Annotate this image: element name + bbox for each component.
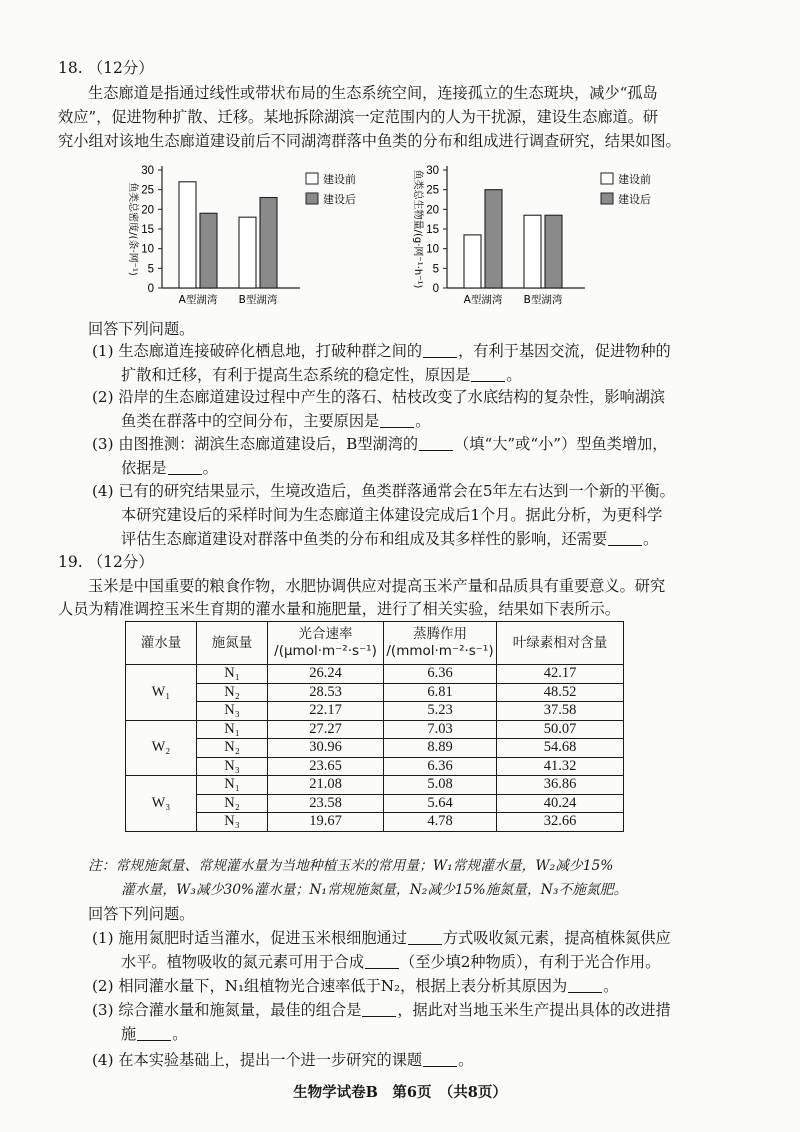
cell-transpiration: 4.78 xyxy=(384,813,497,832)
cell-chlorophyll: 48.52 xyxy=(497,683,624,702)
cell-transpiration: 6.36 xyxy=(384,665,497,684)
cell-chlorophyll: 37.58 xyxy=(497,702,624,721)
cell-nitrogen-level: N₃ xyxy=(197,757,268,776)
header-transpiration xyxy=(384,622,497,665)
answer-blank[interactable] xyxy=(423,356,457,358)
cell-nitrogen-level: N₁ xyxy=(197,776,268,795)
cell-photosynthesis: 19.67 xyxy=(268,813,384,832)
q19-q1-number: (1) xyxy=(92,929,114,947)
q18-intro-line-1: 生态廊道是指通过线性或带状布局的生态系统空间，连接孤立的生态斑块，减少“孤岛 xyxy=(88,84,658,102)
q18-q2-text-a: 沿岸的生态廊道建设过程中产生的落石、枯枝改变了水底结构的复杂性，影响湖滨 xyxy=(118,388,666,406)
header-transpiration-title: 蒸腾作用 xyxy=(413,626,467,642)
cell-photosynthesis: 28.53 xyxy=(268,683,384,702)
answer-blank[interactable] xyxy=(608,544,642,546)
x-tick-label: A型湖湾 xyxy=(463,294,503,306)
y-tick-label: 0 xyxy=(432,283,439,295)
table-row xyxy=(126,702,624,721)
q18-q1-number: (1) xyxy=(92,342,114,360)
q19-q3-text-d: 。 xyxy=(172,1025,188,1043)
table-row xyxy=(126,776,624,795)
q18-q4-text-a: 已有的研究结果显示，生境改造后，鱼类群落通常会在5年左右达到一个新的平衡。 xyxy=(118,482,675,500)
q18-question-4 xyxy=(92,480,675,502)
bar-before xyxy=(464,235,481,288)
answer-blank[interactable] xyxy=(423,1065,457,1067)
q18-q3-text-a: 由图推测：湖滨生态廊道建设后，B型湖湾的 xyxy=(118,435,419,453)
q18-q3-text-d: 。 xyxy=(202,459,218,477)
answer-blank[interactable] xyxy=(137,1039,171,1041)
q18-q1-text-c: 扩散和迁移，有利于提高生态系统的稳定性，原因是 xyxy=(121,366,471,384)
header-photosynthesis xyxy=(268,622,384,665)
table-body xyxy=(126,665,624,832)
cell-irrigation-level: W₁ xyxy=(126,665,197,721)
cell-transpiration: 6.81 xyxy=(384,683,497,702)
q19-q3-text-a: 综合灌水量和施氮量，最佳的组合是 xyxy=(118,1001,362,1019)
legend-swatch xyxy=(601,193,613,204)
bar-after xyxy=(545,215,562,288)
q19-answer-prompt: 回答下列问题。 xyxy=(88,905,195,923)
q19-q4-text-a: 在本实验基础上，提出一个进一步研究的课题 xyxy=(118,1051,423,1069)
q18-q2-number: (2) xyxy=(92,388,114,406)
table-header-row xyxy=(126,622,624,665)
cell-photosynthesis: 21.08 xyxy=(268,776,384,795)
table-row xyxy=(126,813,624,832)
y-tick-label: 15 xyxy=(426,224,439,236)
page-footer: 生物学试卷B 第6页 （共8页） xyxy=(293,1084,507,1101)
answer-blank[interactable] xyxy=(471,380,505,382)
q18-q4-text-d: 。 xyxy=(643,530,659,548)
chart-fish-density xyxy=(120,160,370,319)
header-transpiration-unit: /(mmol·m⁻²·s⁻¹) xyxy=(386,643,494,659)
q18-answer-prompt: 回答下列问题。 xyxy=(88,320,195,338)
y-tick-label: 0 xyxy=(147,283,154,295)
y-axis-label: 鱼类总密度/(条·网⁻¹) xyxy=(127,182,138,276)
q18-q4-text-c: 评估生态廊道建设对群落中鱼类的分布和组成及其多样性的影响，还需要 xyxy=(121,530,607,548)
q19-question-4 xyxy=(92,1049,473,1071)
cell-transpiration: 7.03 xyxy=(384,720,497,739)
cell-nitrogen-level: N₂ xyxy=(197,739,268,758)
header-irrigation: 灌水量 xyxy=(126,622,197,665)
cell-chlorophyll: 50.07 xyxy=(497,720,624,739)
table-row xyxy=(126,757,624,776)
q18-question-2-cont xyxy=(121,410,430,432)
legend-label: 建设后 xyxy=(618,193,651,206)
cell-nitrogen-level: N₃ xyxy=(197,813,268,832)
chart-fish-biomass xyxy=(405,160,665,319)
cell-transpiration: 5.64 xyxy=(384,794,497,813)
q19-intro-line-1: 玉米是中国重要的粮食作物，水肥协调供应对提高玉米产量和品质具有重要意义。研究 xyxy=(88,577,666,595)
answer-blank[interactable] xyxy=(380,426,414,428)
q18-q2-text-c: 。 xyxy=(415,412,431,430)
q18-intro-line-3: 究小组对该地生态廊道建设前后不同湖湾群落中鱼类的分布和组成进行调查研究，结果如图。 xyxy=(58,132,681,150)
q19-q4-text-b: 。 xyxy=(458,1051,474,1069)
q19-q3-text-c: 施 xyxy=(121,1025,137,1043)
y-tick-label: 10 xyxy=(141,243,154,256)
bar-after xyxy=(260,198,277,288)
y-tick-label: 30 xyxy=(426,165,439,177)
y-tick-label: 20 xyxy=(426,204,439,217)
q19-note-line-1: 注：常规施氮量、常规灌水量为当地种植玉米的常用量；W₁常规灌水量，W₂减少15% xyxy=(88,858,614,874)
q19-q1-text-b: 方式吸收氮元素，提高植株氮供应 xyxy=(442,929,671,947)
cell-photosynthesis: 30.96 xyxy=(268,739,384,758)
y-axis-label: 鱼类总生物量/(g·网⁻¹·h⁻¹) xyxy=(412,169,423,289)
answer-blank[interactable] xyxy=(362,1015,396,1017)
cell-chlorophyll: 54.68 xyxy=(497,739,624,758)
q19-question-1 xyxy=(92,927,671,949)
table-row xyxy=(126,794,624,813)
bar-after xyxy=(485,190,502,288)
q18-q1-text-a: 生态廊道连接破碎化栖息地，打破种群之间的 xyxy=(118,342,423,360)
bar-before xyxy=(179,182,196,288)
cell-nitrogen-level: N₂ xyxy=(197,683,268,702)
q18-question-3 xyxy=(92,433,667,455)
x-tick-label: B型湖湾 xyxy=(523,294,563,306)
q19-question-1-cont xyxy=(121,951,660,973)
q19-note-line-2: 灌水量，W₃减少30%灌水量；N₁常规施氮量，N₂减少15%施氮量，N₃不施氮肥。 xyxy=(121,882,628,898)
cell-photosynthesis: 26.24 xyxy=(268,665,384,684)
y-tick-label: 10 xyxy=(426,243,439,256)
y-tick-label: 5 xyxy=(147,263,154,276)
table-row xyxy=(126,720,624,739)
cell-irrigation-level: W₂ xyxy=(126,720,197,776)
q19-q3-number: (3) xyxy=(92,1001,114,1019)
y-tick-label: 20 xyxy=(141,204,154,217)
q19-question-3-cont xyxy=(121,1023,187,1045)
q19-question-3 xyxy=(92,999,671,1021)
q19-q4-number: (4) xyxy=(92,1051,114,1069)
bar-after xyxy=(200,213,217,288)
cell-photosynthesis: 23.58 xyxy=(268,794,384,813)
answer-blank[interactable] xyxy=(568,991,602,993)
bar-before xyxy=(239,217,256,288)
q18-header: 18. （12分） xyxy=(58,59,154,77)
q19-question-2 xyxy=(92,975,618,997)
cell-nitrogen-level: N₂ xyxy=(197,794,268,813)
table-row xyxy=(126,739,624,758)
header-nitrogen: 施氮量 xyxy=(197,622,268,665)
q19-q2-text-a: 相同灌水量下，N₁组植物光合速率低于N₂，根据上表分析其原因为 xyxy=(118,977,568,995)
chart-fish-density-svg xyxy=(120,160,370,315)
q18-q2-text-b: 鱼类在群落中的空间分布，主要原因是 xyxy=(121,412,380,430)
q19-q2-text-b: 。 xyxy=(603,977,619,995)
cell-chlorophyll: 36.86 xyxy=(497,776,624,795)
q19-q3-text-b: ，据此对当地玉米生产提出具体的改进措 xyxy=(397,1001,671,1019)
cell-chlorophyll: 42.17 xyxy=(497,665,624,684)
q19-q1-text-a: 施用氮肥时适当灌水，促进玉米根细胞通过 xyxy=(118,929,407,947)
q18-question-3-cont xyxy=(121,457,218,479)
table-row xyxy=(126,683,624,702)
cell-chlorophyll: 32.66 xyxy=(497,813,624,832)
q18-q1-text-b: ，有利于基因交流，促进物种的 xyxy=(458,342,671,360)
q18-q3-text-b: （填“大”或“小”）型鱼类增加， xyxy=(454,435,668,453)
q19-q2-number: (2) xyxy=(92,977,114,995)
x-tick-label: B型湖湾 xyxy=(238,294,278,306)
y-tick-label: 25 xyxy=(141,184,154,197)
y-tick-label: 25 xyxy=(426,184,439,197)
legend-label: 建设后 xyxy=(323,193,356,206)
experiment-results-table xyxy=(125,621,624,832)
answer-blank[interactable] xyxy=(408,943,442,945)
q19-header: 19. （12分） xyxy=(58,553,154,571)
cell-nitrogen-level: N₁ xyxy=(197,665,268,684)
cell-nitrogen-level: N₁ xyxy=(197,720,268,739)
cell-chlorophyll: 40.24 xyxy=(497,794,624,813)
y-tick-label: 15 xyxy=(141,224,154,236)
chart-fish-biomass-svg xyxy=(405,160,665,315)
cell-photosynthesis: 22.17 xyxy=(268,702,384,721)
cell-nitrogen-level: N₃ xyxy=(197,702,268,721)
q18-question-1-cont xyxy=(121,364,522,386)
y-tick-label: 5 xyxy=(432,263,439,276)
q18-q4-number: (4) xyxy=(92,482,114,500)
q18-q1-text-d: 。 xyxy=(506,366,522,384)
bar-before xyxy=(524,215,541,288)
legend-swatch xyxy=(306,173,318,184)
q18-question-1 xyxy=(92,340,671,362)
answer-blank[interactable] xyxy=(419,449,453,451)
legend-swatch xyxy=(601,173,613,184)
legend-swatch xyxy=(306,193,318,204)
cell-transpiration: 8.89 xyxy=(384,739,497,758)
y-tick-label: 30 xyxy=(141,165,154,177)
answer-blank[interactable] xyxy=(365,967,399,969)
cell-photosynthesis: 23.65 xyxy=(268,757,384,776)
q18-question-4-cont-1: 本研究建设后的采样时间为生态廊道主体建设完成后1个月。据此分析，为更科学 xyxy=(121,506,663,524)
header-chlorophyll: 叶绿素相对含量 xyxy=(497,622,624,665)
q18-q3-text-c: 依据是 xyxy=(121,459,167,477)
header-photosynthesis-unit: /(μmol·m⁻²·s⁻¹) xyxy=(274,643,377,659)
legend-label: 建设前 xyxy=(323,173,356,186)
cell-transpiration: 6.36 xyxy=(384,757,497,776)
x-tick-label: A型湖湾 xyxy=(178,294,218,306)
q18-question-2 xyxy=(92,386,665,408)
cell-photosynthesis: 27.27 xyxy=(268,720,384,739)
q19-q1-text-d: （至少填2种物质），有利于光合作用。 xyxy=(400,953,661,971)
q19-intro-line-2: 人员为精准调控玉米生育期的灌水量和施肥量，进行了相关实验，结果如下表所示。 xyxy=(58,600,620,618)
header-photosynthesis-title: 光合速率 xyxy=(298,626,353,642)
q18-intro-line-2: 效应”，促进物种扩散、迁移。某地拆除湖滨一定范围内的人为干扰源，建设生态廊道。研 xyxy=(58,108,659,126)
cell-irrigation-level: W₃ xyxy=(126,776,197,832)
table-row xyxy=(126,665,624,684)
q19-q1-text-c: 水平。植物吸收的氮元素可用于合成 xyxy=(121,953,364,971)
cell-transpiration: 5.23 xyxy=(384,702,497,721)
q18-question-4-cont-2 xyxy=(121,528,658,550)
answer-blank[interactable] xyxy=(168,473,202,475)
q18-q3-number: (3) xyxy=(92,435,114,453)
cell-chlorophyll: 41.32 xyxy=(497,757,624,776)
legend-label: 建设前 xyxy=(618,173,651,186)
cell-transpiration: 5.08 xyxy=(384,776,497,795)
